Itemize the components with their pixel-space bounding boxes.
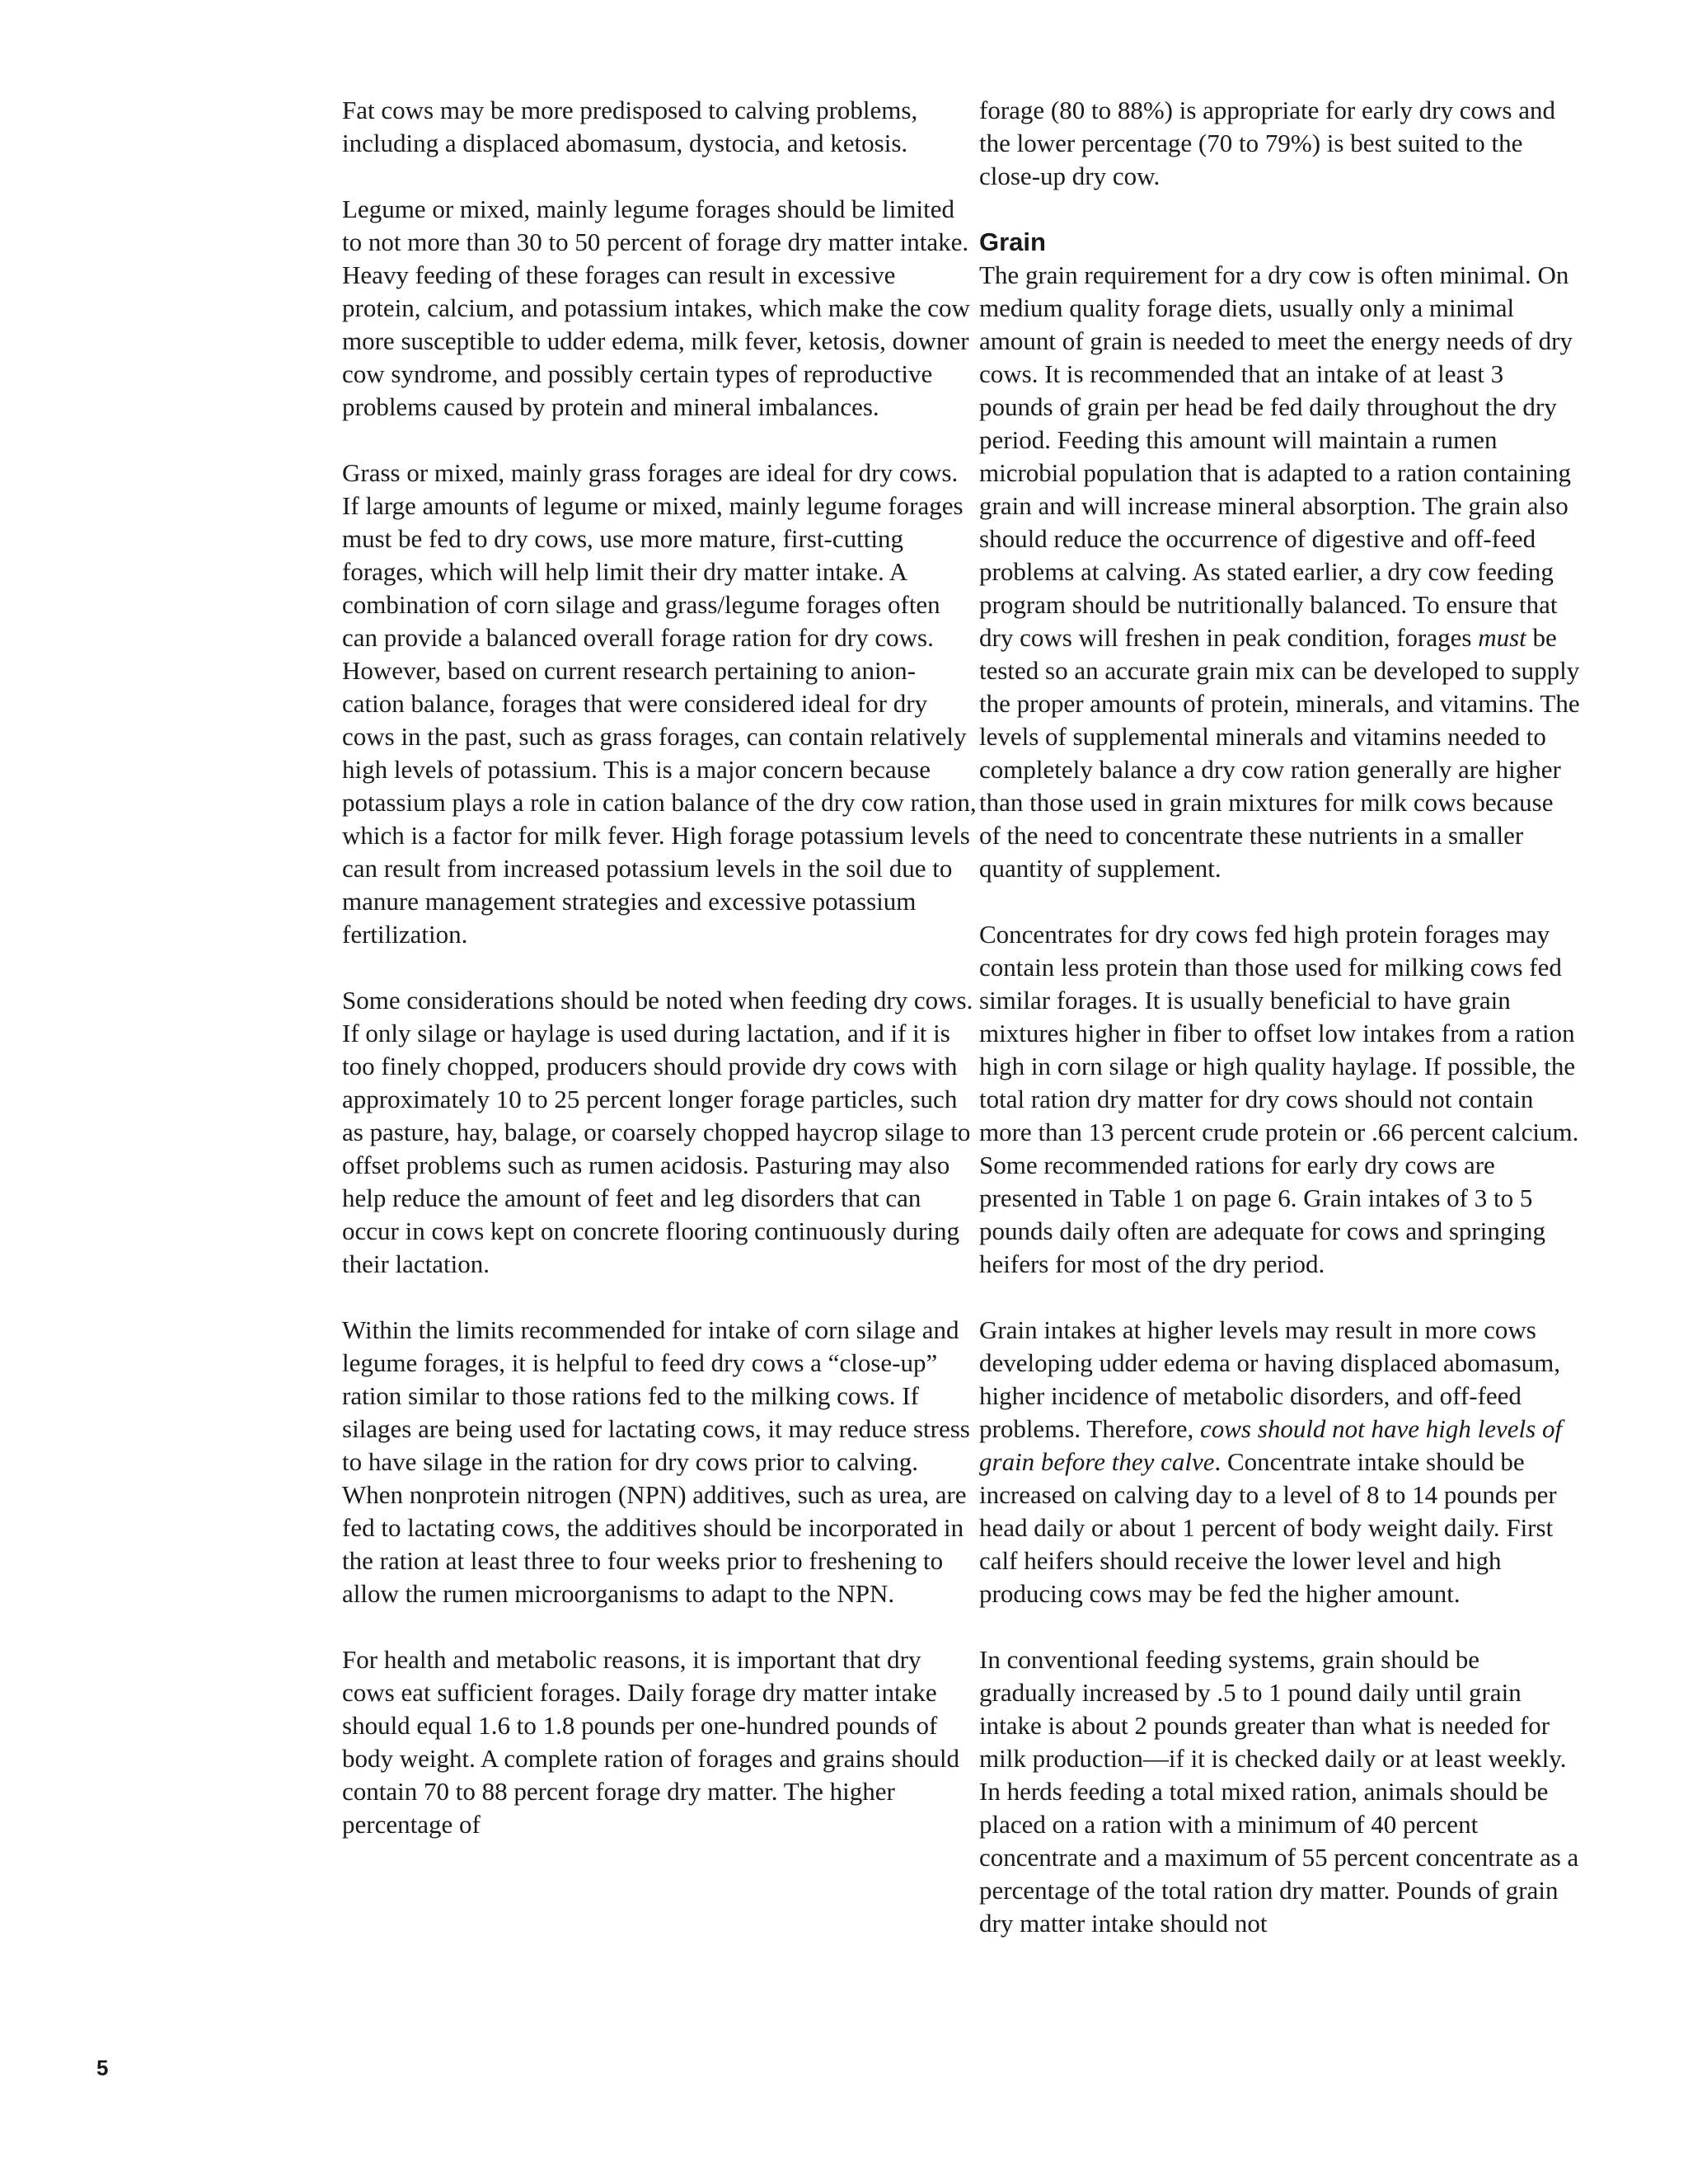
emphasis-text: cows should not have high levels of grain before they calve xyxy=(979,1414,1563,1476)
paragraph: Fat cows may be more predisposed to calving problems, including a displaced abomasum, dystocia, and ketosis. xyxy=(342,96,918,157)
paragraph xyxy=(979,259,1581,885)
section-heading-grain: Grain xyxy=(979,227,1046,256)
paragraph: Some considerations should be noted when feeding dry cows. If only silage or haylage is used during lactation, and if it is too finely chopped, producers should provide dry cows with approximately 10 to 25 percent longer forage particles, such as pasture, hay, balage, or coarsely chopped haycrop silage to offset problems such as rumen acidosis. Pasturing may also help reduce the amount of feet and leg disorders that can occur in cows kept on concrete flooring continuously during their lactation. xyxy=(342,986,973,1278)
paragraph xyxy=(979,1314,1581,1610)
right-column xyxy=(979,94,1581,1940)
text-span: . Concentrate intake should be increased on calving day to a level of 8 to 14 pounds per head daily or about 1 percent of body weight daily. First calf heifers should receive the lower level and high producing cows may be fed the higher amount. xyxy=(979,1447,1557,1608)
text-span: The grain requirement for a dry cow is often minimal. On medium quality forage diets, usually only a minimal amount of grain is needed to meet the energy needs of dry cows. It is recommended that an intake of at least 3 pounds of grain per head be fed daily throughout the dry period. Feeding this amount will maintain a rumen microbial population that is adapted to a ration containing grain and will increase mineral absorption. The grain also should reduce the occurrence of digestive and off-feed problems at calving. As stated earlier, a dry cow feeding program should be nutritionally balanced. To ensure that dry cows will freshen in peak condition, forages xyxy=(979,260,1573,652)
text-span: Grain intakes at higher levels may result in more cows developing udder edema or having displaced abomasum, higher incidence of metabolic disorders, and off-feed problems. Therefore, xyxy=(979,1315,1561,1443)
paragraph: In conventional feeding systems, grain should be gradually increased by .5 to 1 pound daily until grain intake is about 2 pounds greater than what is needed for milk production—if it is checked daily or at least weekly. In herds feeding a total mixed ration, animals should be placed on a ration with a minimum of 40 percent concentrate and a maximum of 55 percent concentrate as a percentage of the total ration dry matter. Pounds of grain dry matter intake should not xyxy=(979,1645,1579,1938)
left-column xyxy=(342,94,977,1841)
paragraph: Legume or mixed, mainly legume forages should be limited to not more than 30 to 50 percent of forage dry matter intake. Heavy feeding of these forages can result in excessive protein, calcium, and potassium intakes, which make the cow more susceptible to udder edema, milk fever, ketosis, downer cow syndrome, and possibly certain types of reproductive problems caused by protein and mineral imbalances. xyxy=(342,194,970,421)
paragraph: Within the limits recommended for intake of corn silage and legume forages, it is helpful to feed dry cows a “close-up” ration similar to those rations fed to the milking cows. If silages are being used for lactating cows, it may reduce stress to have silage in the ration for dry cows prior to calving. When nonprotein nitrogen (NPN) additives, such as urea, are fed to lactating cows, the additives should be incorporated in the ration at least three to four weeks prior to freshening to allow the rumen microorganisms to adapt to the NPN. xyxy=(342,1315,970,1608)
paragraph: forage (80 to 88%) is appropriate for early dry cows and the lower percentage (70 to 79%) is best suited to the close-up dry cow. xyxy=(979,96,1555,190)
emphasis-text: must xyxy=(1478,623,1526,652)
page-number: 5 xyxy=(96,2055,109,2080)
text-span: be tested so an accurate grain mix can be developed to supply the proper amounts of protein, minerals, and vitamins. The levels of supplemental minerals and vitamins needed to completely balance a dry cow ration generally are higher than those used in grain mixtures for milk cows because of the need to concentrate these nutrients in a smaller quantity of supplement. xyxy=(979,623,1580,883)
paragraph: For health and metabolic reasons, it is important that dry cows eat sufficient forages. Daily forage dry matter intake should equal 1.6 to 1.8 pounds per one-hundred pounds of body weight. A complete ration of forages and grains should contain 70 to 88 percent forage dry matter. The higher percentage of xyxy=(342,1645,960,1839)
paragraph: Concentrates for dry cows fed high protein forages may contain less protein than those used for milking cows fed similar forages. It is usually beneficial to have grain mixtures higher in fiber to offset low intakes from a ration high in corn silage or high quality haylage. If possible, the total ration dry matter for dry cows should not contain more than 13 percent crude protein or .66 percent calcium. Some recommended rations for early dry cows are presented in Table 1 on page 6. Grain intakes of 3 to 5 pounds daily often are adequate for cows and springing heifers for most of the dry period. xyxy=(979,920,1579,1278)
paragraph: Grass or mixed, mainly grass forages are ideal for dry cows. If large amounts of legume or mixed, mainly legume forages must be fed to dry cows, use more mature, first-cutting forages, which will help limit their dry matter intake. A combination of corn silage and grass/legume forages often can provide a balanced overall forage ration for dry cows. However, based on current research pertaining to anion-cation balance, forages that were considered ideal for dry cows in the past, such as grass forages, can contain relatively high levels of potassium. This is a major concern because potassium plays a role in cation balance of the dry cow ration, which is a factor for milk fever. High forage potassium levels can result from increased potassium levels in the soil due to manure management strategies and excessive potassium fertilization. xyxy=(342,458,977,949)
